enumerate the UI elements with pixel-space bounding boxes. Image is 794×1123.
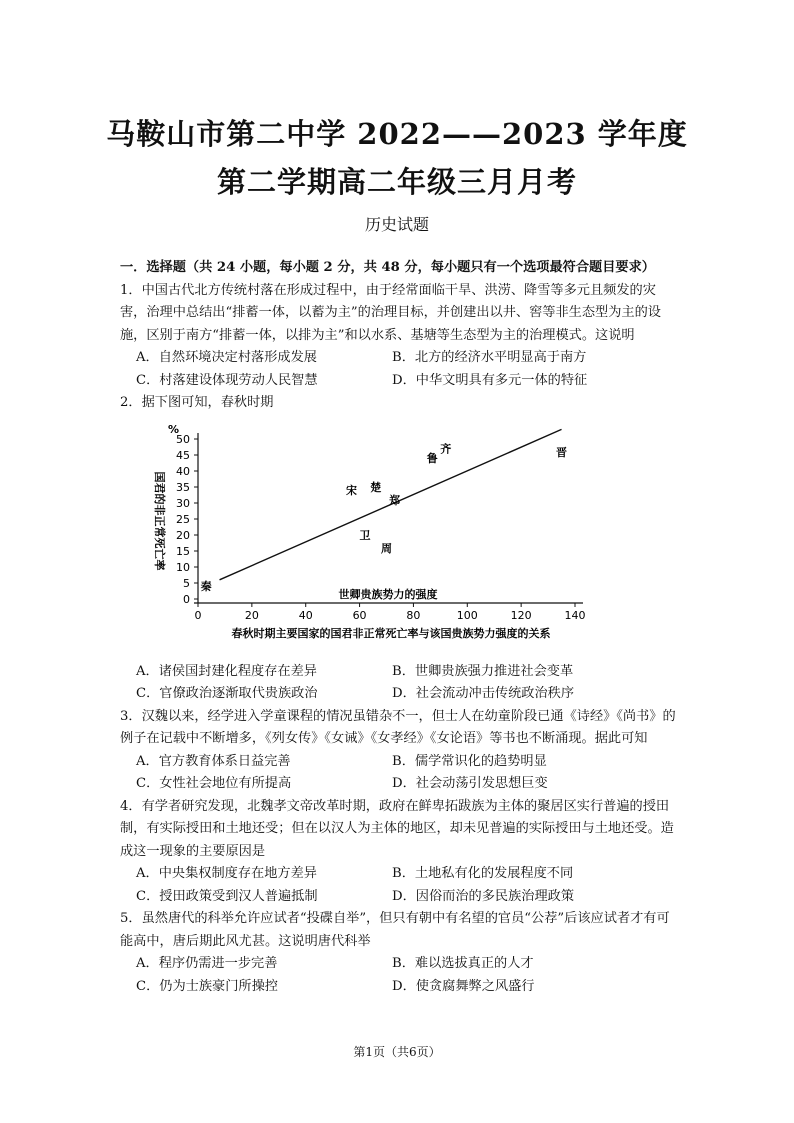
x-tick-label: 120 [510, 608, 532, 622]
option-b: B．难以选拔真正的人才 [392, 956, 534, 971]
option-c: C．仍为士族豪门所操控 [136, 978, 278, 994]
x-tick-label: 40 [298, 608, 313, 622]
question-4-options [120, 863, 680, 908]
question-3-options [120, 751, 680, 796]
exam-subject: 历史试题 [364, 215, 429, 234]
y-axis-label: 国君的非正常死亡率 [153, 471, 166, 570]
question-2 [120, 392, 680, 415]
y-tick-label: 15 [176, 544, 190, 558]
y-tick-label: 5 [183, 576, 190, 590]
option-a: A．官方教育体系日益完善 [136, 753, 291, 769]
x-tick-label: 60 [352, 608, 367, 622]
scatter-chart [120, 421, 680, 651]
chart-container [120, 421, 680, 651]
x-tick-label: 20 [244, 608, 259, 622]
option-c: C．官僚政治逐渐取代贵族政治 [136, 686, 318, 701]
question-number: 3． [120, 708, 142, 724]
option-d: D．使贪腐舞弊之风盛行 [392, 978, 535, 994]
option-a: A．程序仍需进一步完善 [136, 956, 278, 971]
option-c: C．村落建设体现劳动人民智慧 [136, 372, 318, 388]
question-number: 5． [120, 911, 142, 926]
option-a: A．自然环境决定村落形成发展 [136, 350, 317, 365]
option-a: A．诸侯国封建化程度存在差异 [136, 663, 317, 679]
x-tick-label: 0 [194, 608, 202, 622]
question-number: 1． [120, 282, 142, 298]
x-axis-label: 世卿贵族势力的强度 [338, 587, 438, 601]
option-d: D．因俗而治的多民族治理政策 [392, 888, 575, 904]
option-d: D．社会流动冲击传统政治秩序 [392, 686, 575, 701]
question-1-options [120, 347, 680, 392]
y-tick-label: 50 [176, 432, 190, 446]
question-number: 4． [120, 798, 142, 814]
option-d: D．社会动荡引发思想巨变 [392, 776, 548, 791]
question-text: 据下图可知，春秋时期 [141, 395, 274, 410]
data-point-秦: 秦 [200, 579, 212, 593]
option-b: B．北方的经济水平明显高于南方 [392, 350, 587, 365]
data-point-郑: 郑 [389, 493, 401, 507]
y-tick-label: 30 [176, 496, 190, 510]
question-5-options [120, 953, 680, 998]
exam-title-line1: 马鞍山市第二中学 2022——2023 学年度 [106, 117, 688, 151]
option-c: C．女性社会地位有所提高 [136, 776, 292, 791]
data-point-周: 周 [381, 541, 392, 555]
question-3 [120, 706, 680, 751]
y-tick-label: 40 [176, 464, 190, 478]
x-tick-label: 140 [564, 608, 586, 622]
question-number: 2． [120, 395, 142, 410]
data-point-齐: 齐 [440, 442, 452, 456]
y-tick-label: 35 [176, 480, 190, 494]
option-b: B．儒学常识化的趋势明显 [392, 753, 547, 769]
question-text: 虽然唐代的科举允许应试者“投碟自举”，但只有朝中有名望的官员“公荐”后该应试者才有可能高中，唐后期此风尤甚。这说明唐代科举 [120, 911, 670, 949]
y-axis-unit: % [168, 422, 180, 436]
question-5 [120, 908, 680, 953]
option-c: C．授田政策受到汉人普遍抵制 [136, 888, 318, 904]
data-point-鲁: 鲁 [426, 451, 438, 465]
x-tick-label: 80 [406, 608, 421, 622]
question-text: 有学者研究发现，北魏孝文帝改革时期，政府在鲜卑拓跋族为主体的聚居区实行普遍的授田制，有实际授田和土地还受；但在以汉人为主体的地区，却未见普遍的实际授田与土地还受。造成这一现象的主要原因是 [120, 798, 674, 859]
data-point-卫: 卫 [359, 528, 371, 542]
question-1 [120, 280, 680, 348]
exam-content [120, 257, 680, 998]
y-tick-label: 0 [183, 592, 190, 606]
section-heading: 一．选择题（共 24 小题，每小题 2 分，共 48 分，每小题只有一个选项最符合题目要求） [120, 260, 655, 275]
x-tick-label: 100 [456, 608, 478, 622]
y-tick-label: 25 [176, 512, 190, 526]
option-b: B．土地私有化的发展程度不同 [392, 866, 574, 881]
y-tick-label: 20 [176, 528, 190, 542]
data-point-楚: 楚 [370, 480, 382, 494]
y-tick-label: 10 [176, 560, 190, 574]
option-b: B．世卿贵族强力推进社会变革 [392, 663, 574, 679]
question-text: 汉魏以来，经学进入学童课程的情况虽错杂不一，但士人在幼童阶段已通《诗经》《尚书》的例子在记载中不断增多，《列女传》《女诫》《女孝经》《女论语》等书也不断涌现。据此可知 [120, 708, 676, 746]
chart-title: 春秋时期主要国家的国君非正常死亡率与该国贵族势力强度的关系 [231, 626, 551, 640]
page-footer: 第1页（共6页） [353, 1045, 441, 1059]
exam-title-line2: 第二学期高二年级三月月考 [216, 165, 577, 199]
data-point-晋: 晋 [556, 445, 568, 459]
question-2-options [120, 661, 680, 706]
y-tick-label: 45 [176, 448, 190, 462]
question-4 [120, 796, 680, 864]
data-point-宋: 宋 [345, 483, 357, 497]
option-d: D．中华文明具有多元一体的特征 [392, 372, 588, 388]
question-text: 中国古代北方传统村落在形成过程中，由于经常面临干旱、洪涝、降雪等多元且频发的灾害，治理中总结出“排蓄一体，以蓄为主”的治理目标，并创建出以井、窖等非生态型为主的设施，区别于南方“排蓄一体，以排为主”和以水系、基塘等生态型为主的治理模式。这说明 [120, 282, 661, 343]
option-a: A．中央集权制度存在地方差异 [136, 866, 317, 881]
